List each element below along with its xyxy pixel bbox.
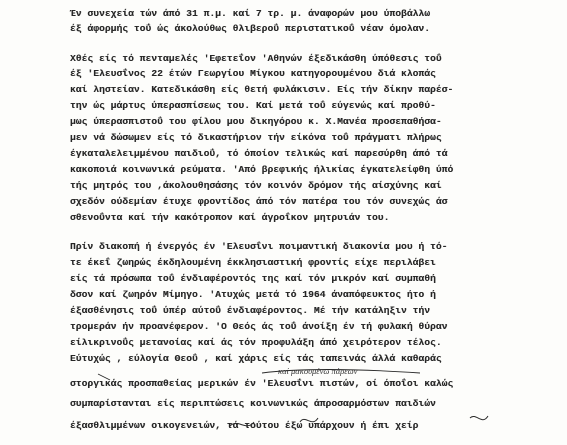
text-line-13: σθενοΰντα καί τήν κακότροπον καί άγροΐκον μητρυιάν του. [70, 212, 390, 223]
text-line-18: έξασθένησις τοΰ ύπέρ αύτοΰ ένδιαφέροντος. Μέ τήν κατάληξιν τήν [70, 305, 431, 316]
text-line-14: Πρίν διακοπή ή ένεργός έν 'Ελευσΐνι ποιμαντική διακονία μου ή τό- [70, 241, 448, 252]
text-line-12: σχεδόν ούδεμίαν έτυχε φροντίδος άπό τόν πατέρα του τόν συνεχώς άσ [70, 196, 448, 207]
text-line-5: καί ληστείαν. Κατεδικάσθη είς θετή φυλάκισιν. Είς τήν δίκην παρέσ- [70, 84, 454, 95]
text-line-4: έξ 'Ελευσΐνος 22 έτών Γεωργίου Μίγκου κατηγορουμένου διά κλοπάς [70, 68, 436, 79]
text-line-10: κακοποιά κοινωνικά ρεύματα. 'Από βρεφικής ήλικίας έγκατελείφθη ύπό [70, 164, 454, 175]
text-line-17: δσον καί ζωηρόν Μίμηγο. 'Ατυχώς μετά τό 1964 άναπόφευκτος ήτο ή [70, 289, 436, 300]
text-line-24: έξασθλιμμένων οικογενειών, τά τούτου έξω υπάρχουν ή έπι χείρ [70, 420, 419, 431]
text-line-6: την ώς μάρτυς ύπερασπίσεως του. Καί μετά τοΰ εύγενώς καί προθύ- [70, 100, 436, 111]
text-line-2: έξ άφορμής τοΰ ώς άκολούθως θλιβεροΰ περιστατικοΰ νέαν όμολαν. [70, 23, 431, 34]
text-line-1: Έν συνεχεία τών άπό 31 π.μ. καί 7 τρ. μ. άναφορών μου ύποβάλλω [70, 8, 431, 19]
interlinear-handwritten-note: καί μακουμένω πάρεων [278, 366, 358, 376]
text-line-3: Χθές είς τό πενταμελές 'Εφετεΐον 'Αθηνών έξεδικάσθη ύπόθεσις τοΰ [70, 53, 442, 64]
text-line-15: τε έκεΐ ζωηρώς έκδηλουμένη έκκλησιαστική φροντίς είχε περιλάβει [70, 257, 436, 268]
text-line-21: Εύτυχώς , εύλογία Θεοΰ , καί χάρις είς τάς ταπεινάς άλλά καθαράς [70, 353, 442, 364]
text-line-16: είς τά πρόσωπα τοΰ ένδιαφέροντός της καί τόν μικρόν καί συμπαθή [70, 273, 436, 284]
correction-stroke [470, 416, 488, 420]
text-line-23: συμπαρίστανται είς περιπτώσεις κοινωνικώς άπροσαρμόστων παιδιών [70, 398, 436, 409]
text-line-7: μως ύπερασπιστοΰ του φίλου μου δικηγόρου κ. Χ.Μανέα προσεπαθήσα- [70, 116, 442, 127]
text-line-19: τρομεράν ήν προανέφερον. 'Ο Θεός άς τοΰ άνοίξη έν τή φυλακή θύραν [70, 321, 448, 332]
text-line-8: μεν νά δώσωμεν είς τό δικαστήριον τήν είκόνα τοΰ πράγματι πλήρως [70, 132, 442, 143]
text-line-20: είλικρινοΰς μετανοίας καί άς τόν προφυλάξη άπό χειρότερον τέλος. [70, 337, 442, 348]
text-line-9: έγκαταλελειμμένου παιδιοΰ, τό όποίον τελικώς καί παρεσύρθη άπό τά [70, 148, 448, 159]
text-line-11: τής μητρός του ,άκολουθησάσης τόν κοινόν δρόμον τής αίσχύνης καί [70, 180, 442, 191]
text-line-22: στοργικάς προσπαθείας μερικών έν 'Ελευσΐνι πιστών, οί όποΐοι καλώς [70, 378, 454, 389]
